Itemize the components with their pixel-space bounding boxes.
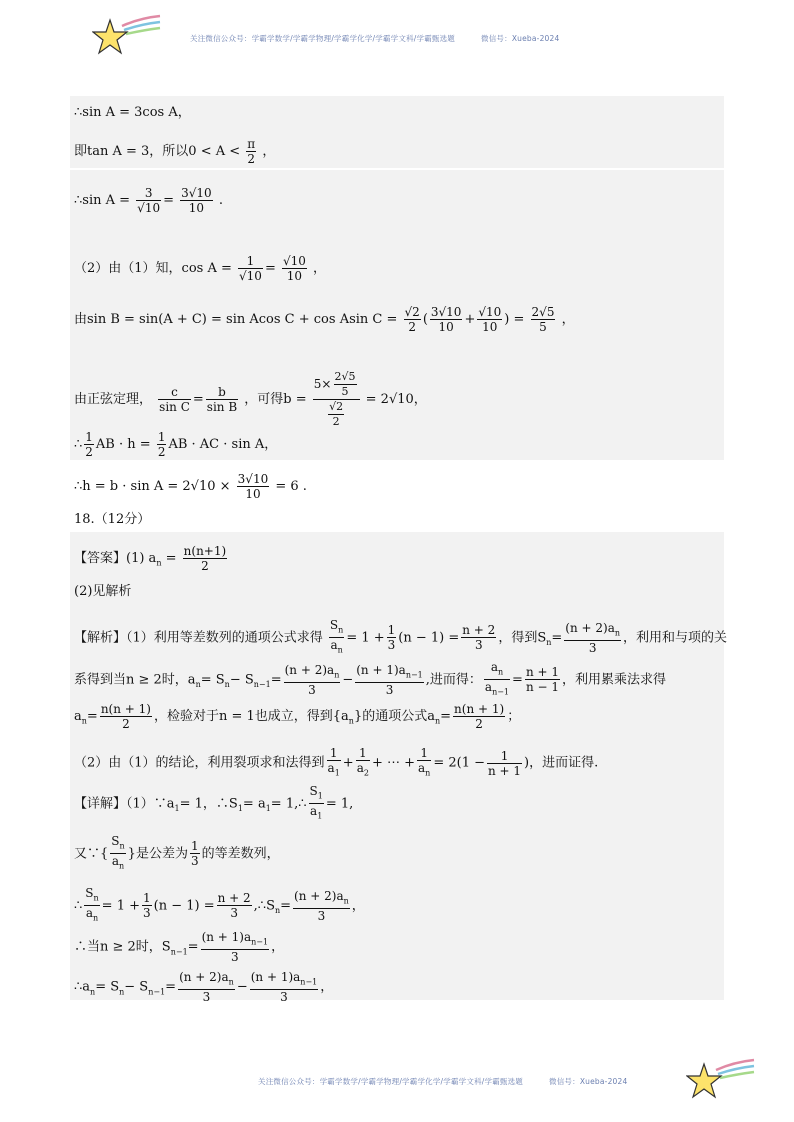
q18-title: 18.（12分） xyxy=(74,512,151,527)
q18-detail-1: 【详解】$(1)\because a_1= 1$，$\therefore S_1= a_1=$ 1,∴ $\frac{S_1}{a_1}$ = 1, xyxy=(74,784,354,821)
q18-analysis-3: $a_n=$ $\frac{n(n + 1)}{2}$ ，检验对于n = 1也成立，得到$\{a_n\}$的通项公式$a_n=$ $\frac{n(n + 1)}{2}$ ； xyxy=(74,702,521,731)
q17-line-2: 即tan A = 3，所以0 < A < $\frac{\pi}{2}$ ， xyxy=(74,137,276,166)
header-text: 关注微信公众号：学霸学数学/学霸学物理/学霸学化学/学霸学文科/学霸甄选题 微信号：Xueba-2024 xyxy=(190,34,560,43)
star-logo-icon xyxy=(92,12,162,60)
q17-line-8: ∴h = b · sin A = 2√10 × $\frac{3√10}{10}$ = 6 . xyxy=(74,472,307,501)
q17-line-3: ∴sin A = $\frac{3}{√10}$ = $\frac{3√10}{10}$ . xyxy=(74,186,223,215)
q18-detail-5: $\therefore a_n= S_n- S_{n-1}=$ $\frac{(n + 2)a_n}{3}$ − $\frac{(n + 1)a_{n-1}}{3}$ ， xyxy=(74,970,334,1005)
q18-answer-1: 【答案】(1) $a_n$ = $\frac{n(n+1)}{2}$ xyxy=(74,544,227,573)
page-header xyxy=(0,0,794,70)
footer-text: 关注微信公众号：学霸学数学/学霸学物理/学霸学化学/学霸学文科/学霸甄选题 微信号：Xueba-2024 xyxy=(258,1077,628,1086)
q18-analysis-2: 系得到当n ≥ 2时，$a_n= S_n- S_{n-1}=$ $\frac{(n + 2)a_n}{3}$ − $\frac{(n + 1)a_{n-1}}{3}$ ,进而得： $\frac{a_n}{a_{n-1}}$ = $\frac{n + 1}{n - 1}$ ，利用累乘法求得 xyxy=(74,660,666,698)
q17-line-6: 由正弦定理， $\frac{c}{\text{sin C}}$ = $\frac{b}{\text{sin B}}$ ，可得b = 5× $\frac{2√5}{5}$ $\frac{√2}{2}$ = 2√10， xyxy=(74,370,427,428)
q17-line-4: （2）由（1）知，cos A = $\frac{1}{√10}$ = $\frac{√10}{10}$ ， xyxy=(74,254,327,283)
q17-line-1: ∴sin A = 3cos A， xyxy=(74,105,191,120)
q18-detail-4: ∴当n ≥ 2时，$S_{n-1}=$ $\frac{(n + 1)a_{n-1}}{3}$ ， xyxy=(74,930,285,965)
q18-analysis-1: 【解析】（1）利用等差数列的通项公式求得 $\frac{S_n}{a_n}$ = 1 + $\frac{1}{3}$ (n − 1) = $\frac{n + 2}{3}$ ，得到$S_n=$ $\frac{(n + 2)a_n}{3}$ ，利用和与项的关 xyxy=(74,618,728,656)
q17-line-7: ∴ $\frac{1}{2}$ AB · h = $\frac{1}{2}$ AB · AC · sin A， xyxy=(74,430,278,459)
q18-analysis-4: （2）由（1）的结论，利用裂项求和法得到 $\frac{1}{a_1}$ + $\frac{1}{a_2}$ + ⋯ + $\frac{1}{a_n}$ = 2(1 − $\frac{1}{n + 1}$ )，进而证得. xyxy=(74,746,599,778)
q18-answer-2: (2)见解析 xyxy=(74,584,132,599)
q18-detail-3: ∴ $\frac{S_n}{a_n}$ = 1 + $\frac{1}{3}$ (n − 1) = $\frac{n + 2}{3}$ $,\therefore S_n=$ $\frac{(n + 2)a_n}{3}$ ， xyxy=(74,886,365,924)
q18-detail-2: 又∵{ $\frac{S_n}{a_n}$ }是公差为 $\frac{1}{3}$ 的等差数列， xyxy=(74,834,280,871)
q17-line-5: 由sin B = sin(A + C) = sin Acos C + cos Asin C = $\frac{√2}{2}$ ( $\frac{3√10}{10}$ + $\frac{√10}{10}$ ) = $\frac{2√5}{5}$ ， xyxy=(74,305,575,334)
star-logo-icon xyxy=(686,1056,756,1104)
